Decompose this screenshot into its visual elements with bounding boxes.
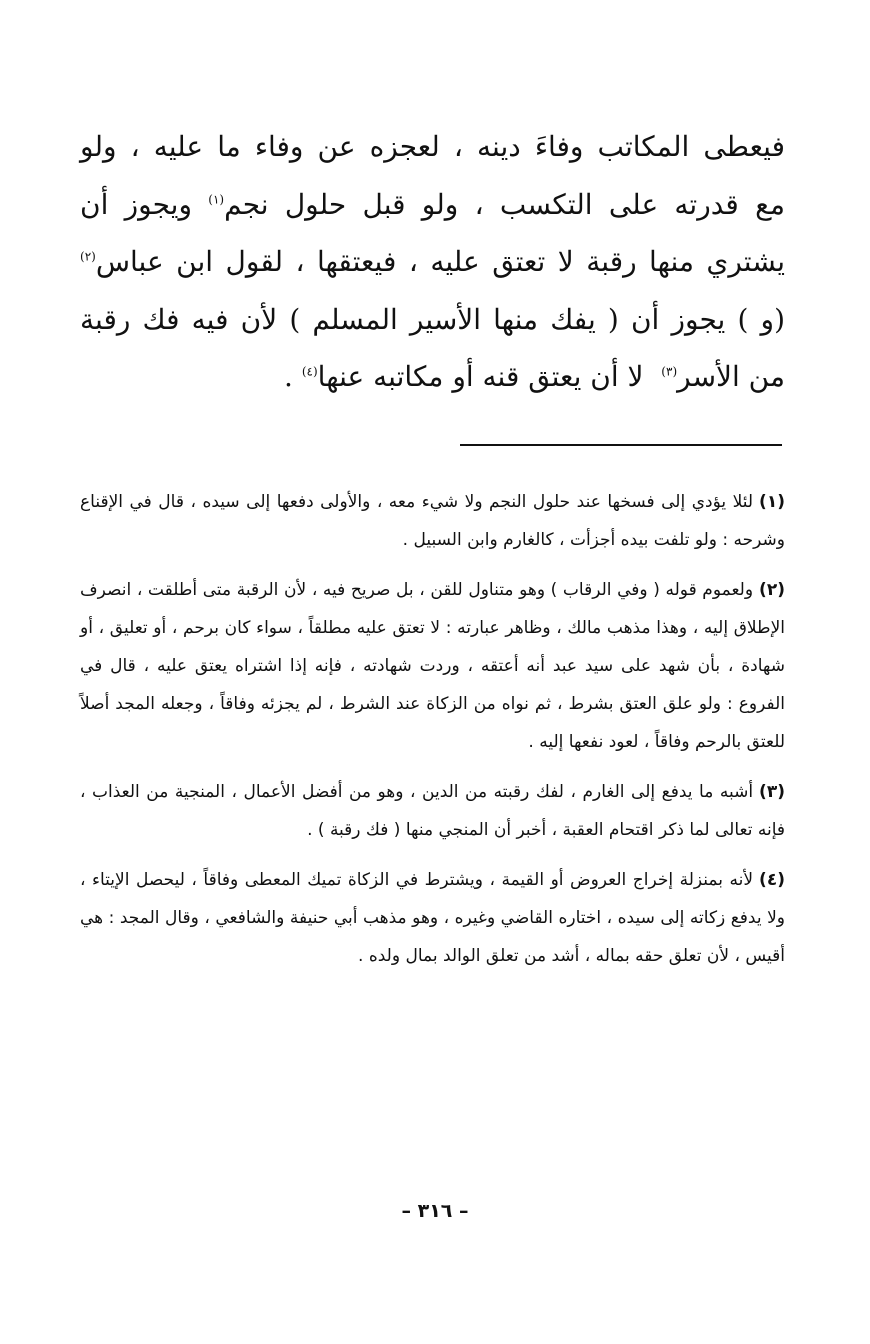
main-line-text: يشتري منها رقبة لا تعتق عليه ، فيعتقها ، لقول ابن عباس xyxy=(95,245,785,278)
footnote-ref-1[interactable]: (١) xyxy=(208,192,225,207)
footnote-ref-2[interactable]: (٢) xyxy=(80,249,96,264)
main-line-text: مع قدرته على التكسب ، ولو قبل حلول نجم xyxy=(224,187,785,221)
footnote-text: لئلا يؤدي إلى فسخها عند حلول النجم ولا شيء معه ، والأولى دفعها إلى سيده ، قال في الإقناع وشرحه : ولو تلفت بيده أجزأت ، كالغارم وابن السبيل . xyxy=(80,492,785,550)
footnote-4 xyxy=(80,861,785,975)
footnote-text: لأنه بمنزلة إخراج العروض أو القيمة ، ويشترط في الزكاة تميك المعطى وفاقاً ، ليحصل الإيتاء ، ولا يدفع زكاته إلى سيده ، اختاره القاضي وغيره ، وهو مذهب أبي حنيفة والشافعي ، وقال المجد : هي أقيس ، لأن تعلق حقه بماله ، أشد من تعلق الوالد بمال ولده . xyxy=(80,870,785,966)
main-line-text: . xyxy=(284,360,293,393)
footnote-1 xyxy=(80,483,785,559)
footnote-text: ولعموم قوله ( وفي الرقاب ) وهو متناول للقن ، بل صريح فيه ، لأن الرقبة متى أطلقت ، انصرف الإطلاق إليه ، وهذا مذهب مالك ، وظاهر عبارته : لا تعتق عليه مطلقاً ، سواء كان برحم ، أو تعليق ، أو شهادة ، بأن شهد على سيد عبد أنه أعتقه ، وردت شهادته ، فإنه إذا اشتراه يعتق عليه ، قال في الفروع : ولو علق العتق بشرط ، ثم نواه من الزكاة عند الشرط ، لم يجزئه وفاقاً ، وجعله المجد أصلاً للعتق بالرحم وفاقاً ، لعود نفعها إليه . xyxy=(80,580,785,752)
footnote-ref-3[interactable]: (٣) xyxy=(661,364,678,379)
main-line: (و ) يجوز أن ( يفك منها الأسير المسلم ) لأن فيه فك رقبة xyxy=(80,302,785,336)
main-line-text: من الأسر xyxy=(677,360,785,393)
footnote-2 xyxy=(80,571,785,761)
footnote-3 xyxy=(80,773,785,849)
footnote-number: (٣) xyxy=(759,782,785,802)
footnote-number: (٢) xyxy=(759,580,785,600)
main-line xyxy=(80,348,785,406)
main-line xyxy=(80,176,785,234)
main-text xyxy=(80,118,785,406)
main-line-text: لا أن يعتق قنه أو مكاتبه عنها xyxy=(317,360,644,393)
footnote-separator xyxy=(460,444,782,446)
footnote-number: (٤) xyxy=(759,870,785,890)
main-line: فيعطى المكاتب وفاءَ دينه ، لعجزه عن وفاء ما عليه ، ولو xyxy=(80,130,785,163)
footnote-ref-4[interactable]: (٤) xyxy=(301,364,318,379)
footnotes xyxy=(80,483,785,987)
footnote-text: أشبه ما يدفع إلى الغارم ، لفك رقبته من الدين ، وهو من أفضل الأعمال ، المنجية من العذاب ، فإنه تعالى لما ذكر اقتحام العقبة ، أخبر أن المنجي منها ( فك رقبة ) . xyxy=(80,782,785,840)
main-line-text: ويجوز أن xyxy=(80,187,192,221)
main-line xyxy=(80,233,785,291)
footnote-number: (١) xyxy=(759,492,785,512)
page-number: – ٣١٦ – xyxy=(401,1200,469,1222)
